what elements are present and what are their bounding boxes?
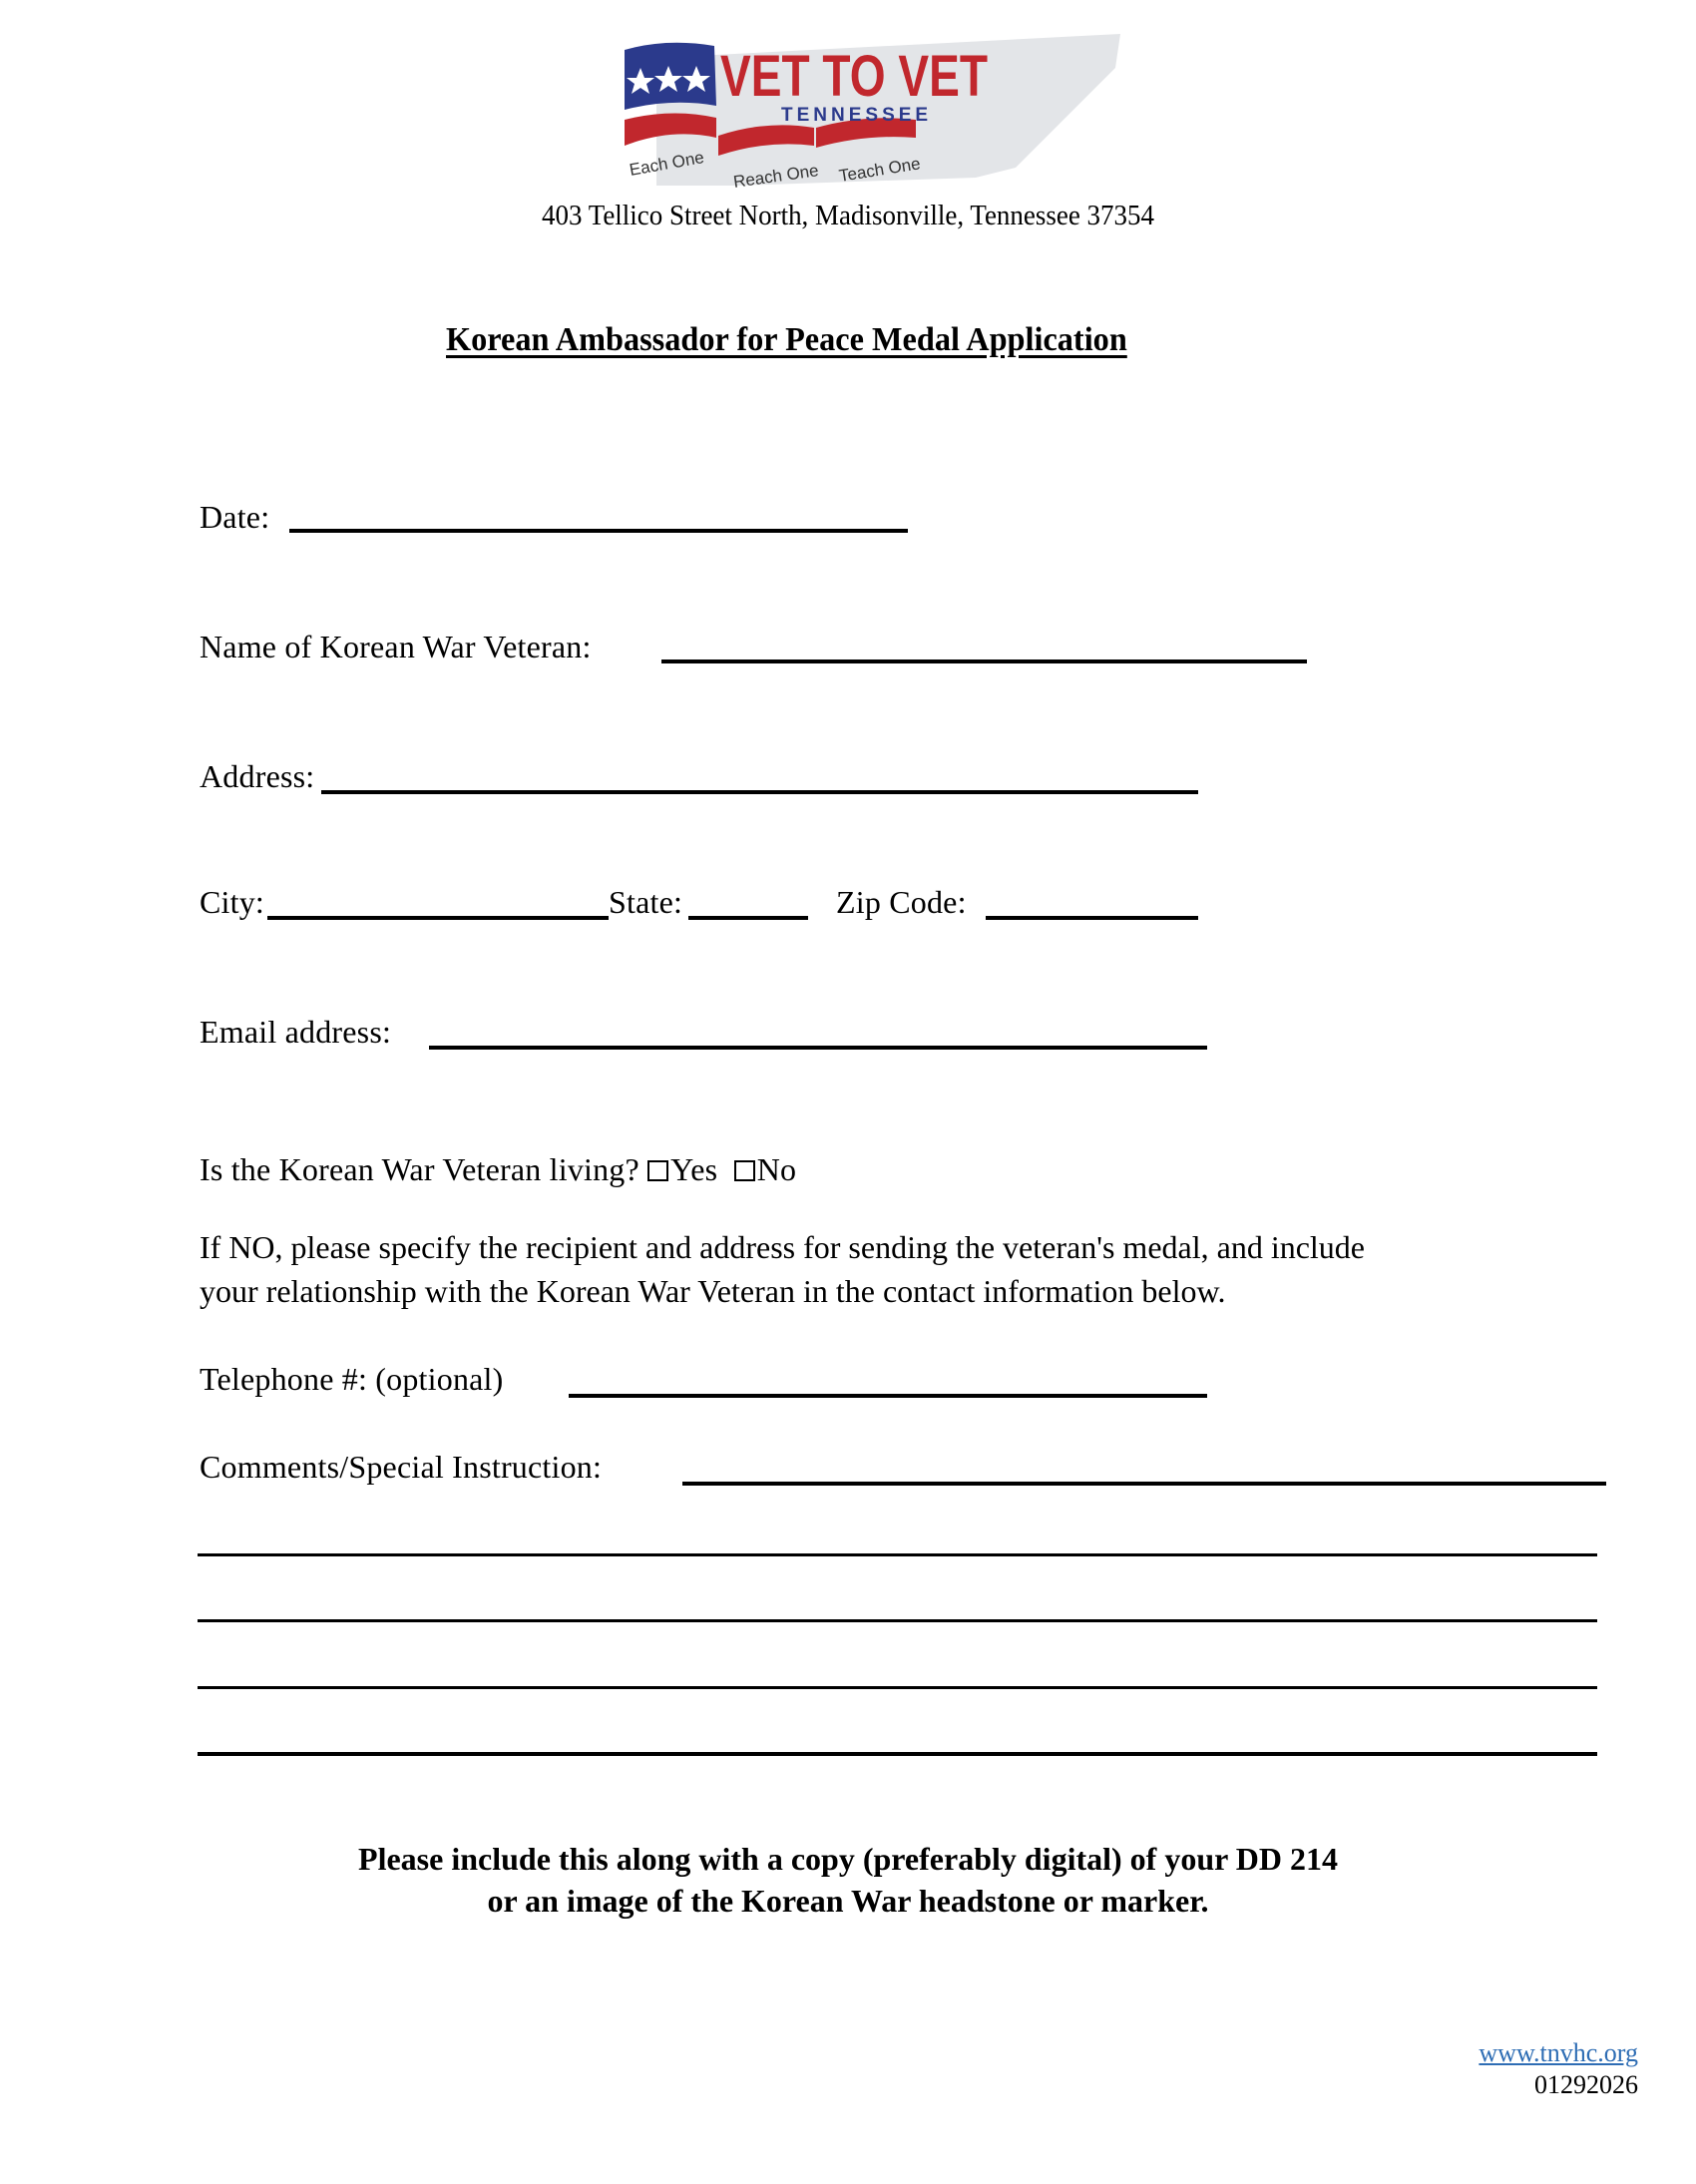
website-link[interactable]: www.tnvhc.org (1479, 2038, 1638, 2067)
footer (1479, 2038, 1638, 2100)
telephone-field[interactable] (569, 1394, 1207, 1398)
email-label: Email address: (200, 1014, 392, 1050)
comments-label: Comments/Special Instruction: (200, 1449, 603, 1485)
comments-line-5[interactable] (198, 1752, 1597, 1756)
logo-title: VET TO VET (720, 44, 988, 109)
logo-tagline-3: Teach One (837, 154, 922, 186)
if-no-line-2: your relationship with the Korean War Veteran in the contact information below. (200, 1273, 1226, 1309)
form-title: Korean Ambassador for Peace Medal Application (446, 321, 1127, 358)
yes-checkbox[interactable] (647, 1160, 668, 1181)
living-yes-option[interactable] (647, 1151, 717, 1187)
city-field[interactable] (267, 916, 609, 920)
yes-label: Yes (670, 1151, 718, 1187)
comments-line-3[interactable] (198, 1619, 1597, 1622)
submission-note-line-2: or an image of the Korean War headstone or marker. (487, 1883, 1209, 1919)
state-field[interactable] (688, 916, 808, 920)
veteran-name-label: Name of Korean War Veteran: (200, 629, 592, 664)
telephone-label: Telephone #: (optional) (200, 1361, 504, 1397)
vet-to-vet-logo (617, 28, 1135, 198)
living-no-option[interactable] (734, 1151, 797, 1187)
submission-note-line-1: Please include this along with a copy (preferably digital) of your DD 214 (358, 1841, 1338, 1877)
city-label: City: (200, 884, 265, 920)
email-field[interactable] (429, 1046, 1207, 1050)
veteran-name-field[interactable] (661, 659, 1307, 663)
logo-tagline-1: Each One (628, 148, 706, 180)
organization-address: 403 Tellico Street North, Madisonville, Tennessee 37354 (542, 200, 1154, 231)
comments-field[interactable] (682, 1482, 1606, 1486)
comments-line-4[interactable] (198, 1686, 1597, 1689)
address-label: Address: (200, 758, 315, 794)
if-no-line-1: If NO, please specify the recipient and address for sending the veteran's medal, and include (200, 1229, 1365, 1265)
date-field[interactable] (289, 529, 908, 533)
date-label: Date: (200, 499, 270, 535)
comments-line-2[interactable] (198, 1553, 1597, 1556)
form-code: 01292026 (1534, 2070, 1638, 2099)
no-label: No (756, 1151, 797, 1187)
zip-field[interactable] (986, 916, 1198, 920)
living-question (200, 1153, 796, 1185)
zip-label: Zip Code: (836, 884, 967, 920)
state-label: State: (609, 884, 683, 920)
no-checkbox[interactable] (734, 1160, 755, 1181)
logo-subtitle: TENNESSEE (781, 105, 933, 126)
logo-tagline-2: Reach One (731, 161, 820, 192)
address-field[interactable] (321, 790, 1198, 794)
if-no-instructions (200, 1225, 1365, 1313)
living-question-label: Is the Korean War Veteran living? (200, 1151, 639, 1187)
